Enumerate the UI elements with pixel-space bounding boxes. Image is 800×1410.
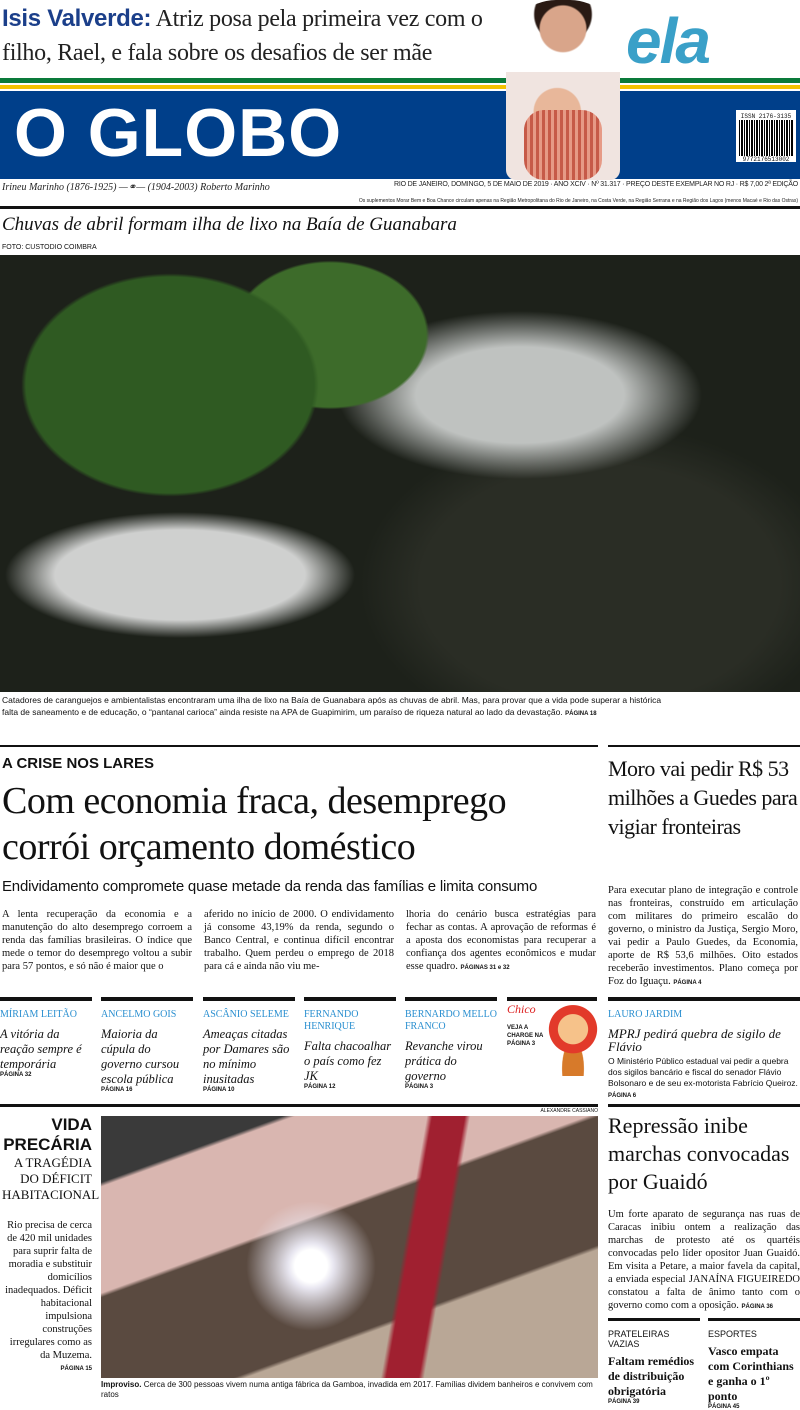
columnist-name: BERNARDO MELLO FRANCO [405, 1009, 497, 1032]
photo-credit: ALEXANDRE CASSIANO [540, 1108, 598, 1114]
brief-title: Vasco empata com Corinthians e ganha o 1º ponto [708, 1344, 794, 1403]
columnist-2[interactable] [101, 997, 193, 1093]
photo-caption [2, 694, 662, 720]
charge-note[interactable]: VEJA A CHARGE NA PÁGINA 3 [507, 1025, 544, 1047]
columnist-4[interactable] [304, 997, 396, 1090]
page-ref: PÁGINA 18 [565, 711, 597, 717]
subtitle: A TRAGÉDIA DO DÉFICIT HABITACIONAL [2, 1155, 100, 1202]
stripe-green [0, 78, 800, 83]
divider [0, 745, 598, 747]
caption-text: Catadores de caranguejos e ambientalistas encontraram uma ilha de lixo na Baía de Guanabara após as chuvas de abril. Mas, para provar que a vida pode superar a histórica falta de saneamento e de educação, o “pantanal carioca” ainda resiste na APA de Guapimirim, um paraíso de riqueza natural ao lado da devastação. [2, 695, 662, 717]
lead-subhead: Endividamento compromete quase metade da renda das famílias e limita consumo [2, 878, 538, 895]
column-title: Maioria da cúpula do governo cursou escola pública [101, 1027, 180, 1086]
housing-photo [101, 1116, 598, 1378]
page-ref: PÁGINAS 31 e 32 [460, 965, 510, 971]
issn: ISSN 2176-3135 [740, 113, 792, 120]
lead-body-2: aferido no início de 2000. O endividamento já consome 43,19% da renda, segundo o Banco Central, e continua difícil encontrar trabalho. Quem perdeu o emprego de 2018 para cá e ainda não viu me- [204, 909, 394, 972]
column-title: Revanche virou prática do governo [405, 1039, 483, 1083]
stripe-yellow [0, 85, 800, 89]
column-title: A vitória da reação sempre é temporária [0, 1027, 82, 1071]
teaser-name: Isis Valverde: [2, 5, 152, 32]
lauro-title[interactable]: MPRJ pedirá quebra de sigilo de Flávio [608, 1026, 781, 1054]
column-title: Ameaças citadas por Damares são no mínimo inusitadas [203, 1027, 290, 1086]
moro-body [608, 884, 798, 990]
divider [0, 206, 800, 209]
kicker: VIDA PRECÁRIA [3, 1115, 92, 1154]
columnist-name: FERNANDO HENRIQUE [304, 1009, 359, 1032]
body-text: lhoria do cenário busca estratégias para fechar as contas. A aprovação de reformas é a aposta dos economistas para recuperar a confiança dos agentes econômicos e mudar esse quadro. [406, 909, 596, 972]
caption-text: Cerca de 300 pessoas vivem numa antiga fábrica da Gamboa, invadida em 2017. Famílias dividem banheiros e convivem com ratos [101, 1380, 593, 1399]
main-photo [0, 255, 800, 692]
columnist-5[interactable] [405, 997, 497, 1090]
divider [608, 997, 800, 1001]
page-ref: PÁGINA 3 [405, 1084, 434, 1090]
columnist-1[interactable] [0, 997, 92, 1078]
barcode-number: 9772176513002 [742, 156, 790, 163]
divider [101, 997, 193, 1001]
guaido-body [608, 1208, 800, 1314]
lead-body-1: A lenta recuperação da economia e a manutenção do alto desemprego corroem a renda das famílias brasileiras. O índice que mede o temor do desemprego voltou a subir para 57 pontos, e só não é maior que o [2, 909, 192, 972]
page-ref: PÁGINA 36 [741, 1304, 773, 1310]
page-ref: PÁGINA 10 [203, 1087, 235, 1093]
columnist-name: MÍRIAM LEITÃO [0, 1009, 77, 1020]
divider [608, 1104, 800, 1107]
photo-caption [101, 1380, 598, 1400]
lead-kicker: A CRISE NOS LARES [2, 755, 154, 772]
columnist-name: LAURO JARDIM [608, 1009, 683, 1020]
photo-credit: FOTO: CUSTODIO COIMBRA [2, 244, 97, 251]
barcode-bars [739, 120, 793, 156]
vida-precaria[interactable] [2, 1115, 100, 1372]
divider [203, 997, 295, 1001]
page-ref: PÁGINA 6 [608, 1093, 637, 1099]
brief-title: Faltam remédios de distribuição obrigatória [608, 1354, 695, 1398]
page-ref: PÁGINA 12 [304, 1084, 336, 1090]
divider [507, 997, 597, 1001]
cartoon-image [548, 1004, 598, 1076]
teaser[interactable] [2, 2, 502, 70]
ela-logo[interactable]: ela [626, 5, 709, 77]
kicker: PRATELEIRAS VAZIAS [608, 1329, 670, 1349]
caption-lead: Improviso. [101, 1380, 142, 1389]
lauro-box[interactable] [608, 1009, 800, 1102]
page-ref: PÁGINA 39 [608, 1399, 640, 1405]
supplements-note: Os suplementos Morar Bem e Boa Chance circulam apenas na Região Metropolitana do Rio de Janeiro, na Costa Verde, na Região Serrana e na Região dos Lagos (menos Macaé e Rio das Ostras) [358, 198, 798, 204]
page-ref: PÁGINA 4 [673, 980, 702, 986]
body-text: Para executar plano de integração e controle nas fronteiras, construído em articulação com militares do primeiro escalão do governo, o ministro da Justiça, Sergio Moro, vai pedir a Paulo Guedes, da Economia, aporte de R$ 53,6 milhões. Oito estados receberão investimentos. Plano começa por Foz do Iguaçu. [608, 885, 798, 987]
column-title: Falta chacoalhar o país como fez JK [304, 1039, 392, 1083]
columnist-3[interactable] [203, 997, 295, 1093]
page-ref: PÁGINA 45 [708, 1404, 740, 1410]
barcode [736, 110, 796, 162]
photo-headline[interactable]: Chuvas de abril formam ilha de lixo na Baía de Guanabara [2, 214, 457, 235]
guaido-headline[interactable]: Repressão inibe marchas convocadas por Guaidó [608, 1113, 790, 1194]
founders: Irineu Marinho (1876-1925) —⚭— (1904-2003) Roberto Marinho [2, 182, 270, 193]
divider [608, 745, 800, 747]
columnist-name: ASCÂNIO SELEME [203, 1009, 289, 1020]
teaser-text: Atriz posa pela primeira vez com o filho, Rael, e fala sobre os desafios de ser mãe [2, 6, 483, 66]
body-text: O Ministério Público estadual vai pedir a quebra dos sigilos bancário e fiscal do senador Flávio Bolsonaro e de seu ex-motorista Fabrício Queiroz. [608, 1056, 798, 1088]
teaser-photo [506, 0, 620, 180]
page-ref: PÁGINA 16 [101, 1087, 133, 1093]
dateline: RIO DE JANEIRO, DOMINGO, 5 DE MAIO DE 2019 · ANO XCIV · Nº 31.317 · PREÇO DESTE EXEMPLAR NO RJ · R$ 7,00 2ª EDIÇÃO [393, 181, 798, 188]
columnist-name: ANCELMO GOIS [101, 1009, 177, 1020]
divider [0, 997, 92, 1001]
divider [708, 1318, 800, 1321]
body-text: Rio precisa de cerca de 420 mil unidades para suprir falta de moradia e substituir domicílios inadequados. Déficit habitacional impulsiona construções irregulares como as da Muzema. [5, 1220, 92, 1361]
divider [608, 1318, 700, 1321]
lead-headline[interactable]: Com economia fraca, desemprego corrói orçamento doméstico [2, 780, 507, 868]
lauro-body [608, 1056, 800, 1102]
brief-2[interactable] [708, 1318, 800, 1410]
brief-1[interactable] [608, 1318, 700, 1405]
lead-body-3 [406, 908, 596, 975]
divider [405, 997, 497, 1001]
kicker: ESPORTES [708, 1329, 757, 1339]
body-text: Um forte aparato de segurança nas ruas de Caracas inibiu ontem a realização das marchas de protesto até os quartéis convocadas pelo líder opositor Juan Guaidó. Em visita a Petare, a maior favela da capital, a enviada especial JANAÍNA FIGUEIREDO constatou a falta de ânimo tanto com o governo como com a oposição. [608, 1209, 800, 1311]
divider [304, 997, 396, 1001]
page-ref: PÁGINA 15 [60, 1366, 92, 1372]
o-globo-logo[interactable]: O GLOBO [14, 95, 343, 171]
moro-headline[interactable]: Moro vai pedir R$ 53 milhões a Guedes para vigiar fronteiras [608, 756, 798, 839]
cartoonist-signature: Chico [507, 1002, 536, 1016]
divider [0, 1104, 598, 1107]
page-ref: PÁGINA 32 [0, 1072, 32, 1078]
